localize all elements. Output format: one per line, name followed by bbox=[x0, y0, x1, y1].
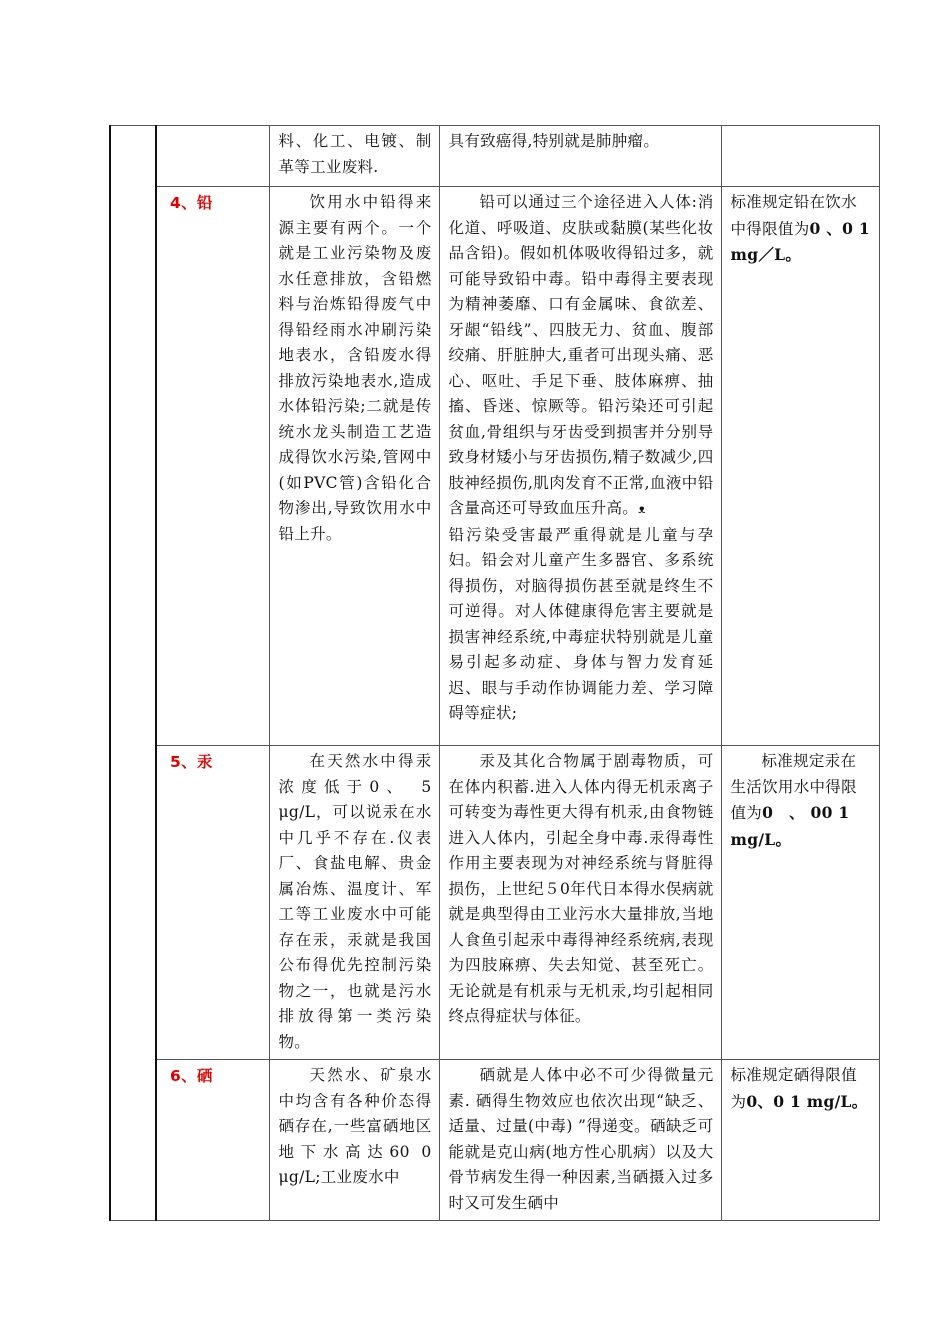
left-gutter bbox=[110, 126, 156, 1221]
standard-limit: 标准规定汞在生活饮用水中得限值为0 、 00 1 mg/L。 bbox=[721, 746, 879, 1060]
pollutant-name bbox=[156, 126, 269, 187]
table-row bbox=[110, 126, 879, 187]
health-harm: 硒就是人体中必不可少得微量元素. 硒得生物效应也依次出现“缺乏、适量、过量(中毒) ”得递变。硒缺乏可能就是克山病(地方性心肌病）以及大骨节病发生得一种因素,当硒摄入过多时又可发生硒中 bbox=[439, 1060, 721, 1221]
harm-paragraph-1: 铅可以通过三个途径进入人体:消化道、呼吸道、皮肤或黏膜(某些化妆品含铅)。假如机体吸收得铅过多，就可能导致铅中毒。铅中毒得主要表现为精神萎靡、口有金属味、食欲差、牙龈“铅线”、四肢无力、贫血、腹部绞痛、肝脏肿大,重者可出现头痛、恶心、呕吐、手足下垂、肢体麻痹、抽搐、昏迷、惊厥等。铅污染还可引起贫血,骨组织与牙齿受到损害并分别导致身材矮小与牙齿损伤,精子数减少,四肢神经损伤,肌肉发育不正常,血液中铅含量高还可导致血压升高。ᴥ bbox=[448, 193, 714, 517]
pollutant-name: 4、铅 bbox=[156, 187, 269, 746]
pollutant-name: 6、硒 bbox=[156, 1060, 269, 1221]
health-harm: 汞及其化合物属于剧毒物质，可在体内积蓄.进入人体内得无机汞离子可转变为毒性更大得有机汞,由食物链进入人体内，引起全身中毒.汞得毒性作用主要表现为对神经系统与肾脏得损伤，上世纪５0年代日本得水俣病就就是典型得由工业污水大量排放,当地人食鱼引起汞中毒得神经系统病,表现为四肢麻痹、失去知觉、甚至死亡。无论就是有机汞与无机汞,均引起相同终点得症状与体征。 bbox=[439, 746, 721, 1060]
pollution-source: 饮用水中铅得来源主要有两个。一个就是工业污染物及废水任意排放，含铅燃料与治炼铅得废气中得铅经雨水冲刷污染地表水，含铅废水得排放污染地表水,造成水体铅污染;二就是传统水龙头制造工艺造成得饮水污染,管网中(如PVC管)含铅化合物渗出,导致饮用水中铅上升。 bbox=[269, 187, 439, 746]
standard-limit: 标准规定硒得限值为0、0 1 mg/L。 bbox=[721, 1060, 879, 1221]
harm-paragraph-2: 铅污染受害最严重得就是儿童与孕妇。铅会对儿童产生多器官、多系统得损伤，对脑得损伤甚至就是终生不可逆得。对人体健康得危害主要就是损害神经系统,中毒症状特别就是儿童易引起多动症、身体与智力发育延迟、眼与手动作协调能力差、学习障碍等症状; bbox=[448, 525, 714, 722]
pollutant-name: 5、汞 bbox=[156, 746, 269, 1060]
limit-value: 0 、 00 1 mg/L bbox=[730, 803, 850, 849]
health-harm bbox=[439, 187, 721, 746]
table-row bbox=[110, 187, 879, 746]
table-row bbox=[110, 1060, 879, 1221]
pollution-source: 料、化工、电镀、制革等工业废料. bbox=[269, 126, 439, 187]
limit-value: 0 、0 1 mg／L bbox=[730, 218, 886, 264]
pollution-source: 在天然水中得汞浓度低于0、 5 μg/L，可以说汞在水中几乎不存在.仪表厂、食盐电解、贵金属冶炼、温度计、军工等工业废水中可能存在汞，汞就是我国公布得优先控制污染物之一，也就是污水排放得第一类污染物。 bbox=[269, 746, 439, 1060]
limit-value: 0、0 1 mg/L bbox=[746, 1091, 852, 1111]
standard-limit bbox=[721, 126, 879, 187]
health-harm: 具有致癌得,特别就是肺肿瘤。 bbox=[439, 126, 721, 187]
paragraph-mark-icon: ᴥ bbox=[638, 502, 646, 516]
table-row bbox=[110, 746, 879, 1060]
water-pollutant-table bbox=[109, 125, 886, 1221]
standard-limit: 标准规定铅在饮水中得限值为0 、0 1 mg／L。 bbox=[721, 187, 879, 746]
pollution-source: 天然水、矿泉水中均含有各种价态得硒存在,一些富硒地区地下水高达60 0 μg/L;工业废水中 bbox=[269, 1060, 439, 1221]
